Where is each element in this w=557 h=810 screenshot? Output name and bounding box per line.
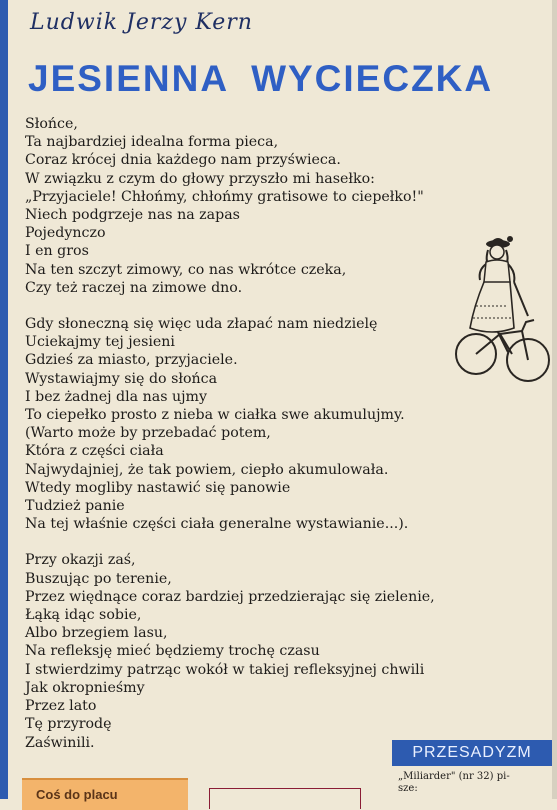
teaser-line: sze: xyxy=(398,783,418,794)
poem-line: Wystawiajmy się do słońca xyxy=(25,370,218,387)
poem-line: Niech podgrzeje nas na zapas xyxy=(25,207,240,224)
poem-line: Coraz krócej dnia każdego nam przyświeca. xyxy=(25,152,341,169)
poem-line: Słońce, xyxy=(25,116,78,132)
poem-line: Przez lato xyxy=(25,698,97,715)
stanza-3 xyxy=(25,551,515,751)
poem-title xyxy=(28,58,493,100)
title-word-2: WYCIECZKA xyxy=(251,58,494,99)
stanza-1 xyxy=(25,115,515,297)
left-accent-rule xyxy=(0,0,8,799)
poem-line: Przy okazji zaś, xyxy=(25,552,136,569)
poem-line: Gdzieś za miasto, przyjaciele. xyxy=(25,352,238,369)
girl-on-bicycle-illustration xyxy=(452,236,550,396)
poem-line: Ta najbardziej idealna forma pieca, xyxy=(25,134,279,151)
poem-line: „Przyjaciele! Chłońmy, chłońmy gratisowe to ciepełko!" xyxy=(25,188,424,205)
poem-line: To ciepełko prosto z nieba w ciałka swe akumulujmy. xyxy=(25,407,405,424)
poem-line: Łąką idąc sobie, xyxy=(25,607,142,624)
next-article-box xyxy=(22,778,188,810)
poem-line: I bez żadnej dla nas ujmy xyxy=(25,388,208,405)
poem-line: Wtedy mogliby nastawić się panowie xyxy=(25,479,291,496)
teaser-text xyxy=(398,771,553,795)
poem-line: Na ten szczyt zimowy, co nas wkrótce czeka, xyxy=(25,261,347,278)
poem-line: Na refleksję mieć będziemy trochę czasu xyxy=(25,643,320,660)
poem-line: Na tej właśnie części ciała generalne wystawianie...). xyxy=(25,516,409,533)
poem-line: Tę przyrodę xyxy=(25,716,112,733)
poem-line: (Warto może by przebadać potem, xyxy=(25,425,271,442)
poem-line: W związku z czym do głowy przyszło mi hasełko: xyxy=(25,170,375,187)
poem-line: Czy też raczej na zimowe dno. xyxy=(25,279,243,296)
poem-line: Jak okropnieśmy xyxy=(25,679,145,696)
poem-line: Buszując po terenie, xyxy=(25,570,172,587)
poem-line: Gdy słoneczną się więc uda złapać nam niedzielę xyxy=(25,316,378,333)
poem-line: Która z części ciała xyxy=(25,443,164,460)
poem-line: Najwydajniej, że tak powiem, ciepło akumulowała. xyxy=(25,461,389,478)
poem-line: Przez więdnące coraz bardziej przedzierając się zielenie, xyxy=(25,588,435,605)
poem-line: I stwierdzimy patrząc wokół w takiej refleksyjnej chwili xyxy=(25,661,425,678)
poem-line: Tudzież panie xyxy=(25,498,125,515)
poem-line: Zaświnili. xyxy=(25,734,95,751)
title-word-1: JESIENNA xyxy=(28,58,230,99)
teaser-line: „Miliarder" (nr 32) pi- xyxy=(398,771,510,782)
poem-line: Pojedynczo xyxy=(25,225,106,242)
poem-line: Uciekajmy tej jesieni xyxy=(25,334,175,351)
page-edge xyxy=(552,0,557,799)
poem-line: Albo brzegiem lasu, xyxy=(25,625,168,642)
poem-line: I en gros xyxy=(25,243,89,260)
author-name: Ludwik Jerzy Kern xyxy=(30,10,253,35)
poem-body xyxy=(25,115,515,770)
stanza-2 xyxy=(25,315,515,533)
section-label: PRZESADYZM xyxy=(392,740,552,766)
next-article-title: Coś do placu xyxy=(36,787,118,802)
